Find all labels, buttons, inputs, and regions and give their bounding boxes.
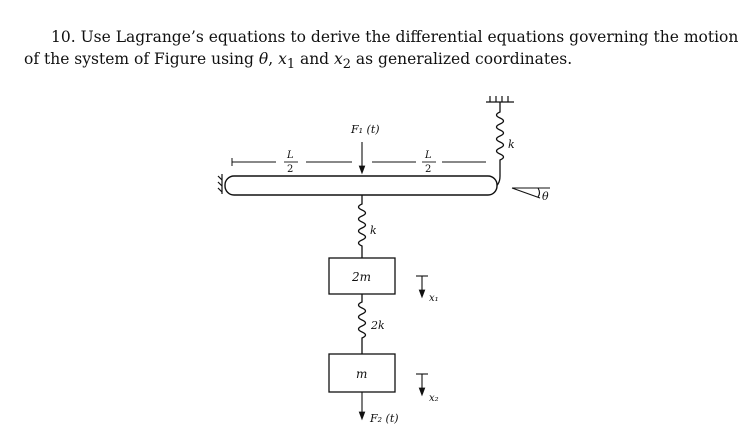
x1-symbol: x [278, 50, 287, 68]
angle-theta-label: θ [542, 190, 549, 203]
spring-k-under-label: k [370, 224, 377, 237]
spring-between-masses [359, 294, 366, 354]
x2-subscript: 2 [342, 57, 351, 73]
mass-upper-label: 2m [352, 270, 372, 284]
force-f1-label: F₁ (t) [351, 123, 380, 136]
half-length-right [422, 150, 436, 175]
disp-x2-indicator [416, 374, 428, 392]
disp-x1-indicator [416, 276, 428, 294]
half-length-right-den: 2 [425, 164, 432, 175]
dimension-line [232, 158, 486, 166]
spring-k-right-label: k [508, 138, 515, 151]
x2-symbol: x [334, 50, 343, 68]
disp-x1-label: x₁ [429, 293, 439, 304]
problem-text-1: Use Lagrange’s equations to derive the differential equations governing the motion [80, 28, 739, 46]
disp-x2-label: x₂ [429, 393, 439, 404]
separator: , [268, 50, 279, 68]
rigid-bar [225, 176, 497, 195]
x1-subscript: 1 [286, 57, 296, 73]
problem-text-2-prefix: of the system of Figure using [24, 50, 259, 68]
ceiling-ground [486, 96, 514, 102]
half-length-left-den: 2 [287, 164, 294, 175]
problem-number: 10. [51, 28, 76, 46]
problem-text-2-suffix: as generalized coordinates. [351, 50, 573, 68]
half-length-left-num: L [287, 150, 294, 161]
half-length-left [284, 150, 298, 175]
force-f2-label: F₂ (t) [370, 412, 399, 425]
spring-2k-label: 2k [371, 319, 385, 332]
spring-right [492, 102, 504, 188]
half-length-right-num: L [425, 150, 432, 161]
separator-and: and [295, 50, 335, 68]
mass-lower-label: m [356, 367, 368, 381]
spring-under-bar [359, 195, 366, 258]
theta-symbol: θ [258, 50, 269, 68]
